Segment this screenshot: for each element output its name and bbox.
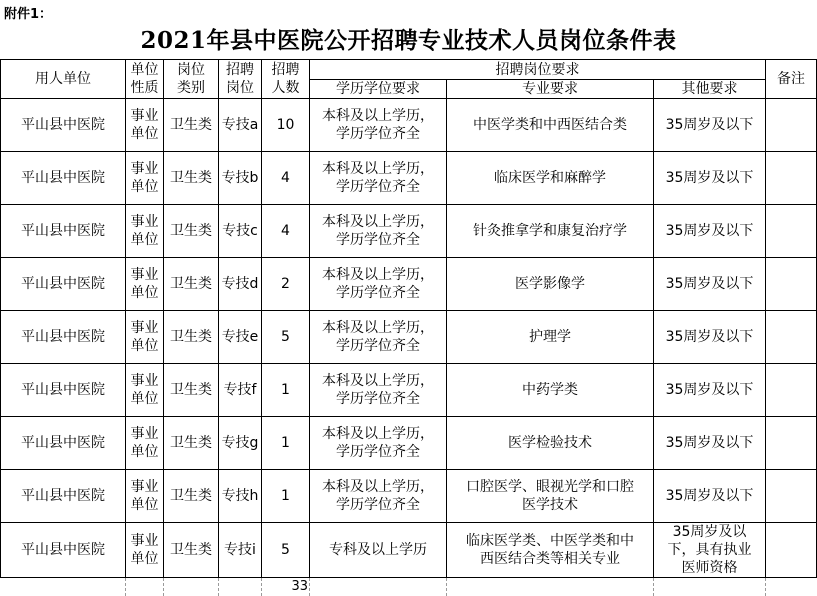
header-major: 专业要求	[447, 80, 654, 99]
cell-post: 专技f	[219, 364, 262, 417]
attachment-label: 附件1：	[4, 7, 53, 22]
cell-category: 卫生类	[164, 99, 219, 152]
header-category: 岗位 类别	[164, 60, 219, 99]
cell-unit: 平山县中医院	[1, 311, 126, 364]
cell-remark	[766, 99, 817, 152]
cell-education: 专科及以上学历	[310, 523, 447, 578]
cell-major: 医学影像学	[447, 258, 654, 311]
cell-major: 临床医学类、中医学类和中 西医结合类等相关专业	[447, 523, 654, 578]
cell-post: 专技h	[219, 470, 262, 523]
table-row	[1, 364, 817, 417]
cell-other: 35周岁及以下	[654, 364, 766, 417]
header-post: 招聘 岗位	[219, 60, 262, 99]
cell-remark	[766, 311, 817, 364]
table-row	[1, 470, 817, 523]
cell-education: 本科及以上学历， 学历学位齐全	[310, 205, 447, 258]
cell-unit: 平山县中医院	[1, 417, 126, 470]
cell-count: 10	[262, 99, 310, 152]
header-other: 其他要求	[654, 80, 766, 99]
table-row	[1, 205, 817, 258]
cell-remark	[766, 258, 817, 311]
cell-post: 专技i	[219, 523, 262, 578]
table-row	[1, 99, 817, 152]
cell-unit: 平山县中医院	[1, 152, 126, 205]
header-nature: 单位 性质	[126, 60, 164, 99]
cell-category: 卫生类	[164, 311, 219, 364]
cell-category: 卫生类	[164, 523, 219, 578]
position-table	[0, 59, 817, 578]
table-body	[1, 99, 817, 578]
cell-count: 4	[262, 205, 310, 258]
cell-other: 35周岁及以下	[654, 470, 766, 523]
cell-post: 专技a	[219, 99, 262, 152]
cell-education: 本科及以上学历， 学历学位齐全	[310, 258, 447, 311]
cell-post: 专技b	[219, 152, 262, 205]
cell-category: 卫生类	[164, 364, 219, 417]
cell-count: 5	[262, 311, 310, 364]
table-row	[1, 417, 817, 470]
cell-remark	[766, 523, 817, 578]
cell-count: 2	[262, 258, 310, 311]
cell-unit: 平山县中医院	[1, 470, 126, 523]
cell-remark	[766, 417, 817, 470]
cell-other: 35周岁及以下	[654, 152, 766, 205]
cell-other: 35周岁及以下	[654, 99, 766, 152]
header-education: 学历学位要求	[310, 80, 447, 99]
cell-remark	[766, 364, 817, 417]
cell-major: 护理学	[447, 311, 654, 364]
cell-major: 口腔医学、眼视光学和口腔 医学技术	[447, 470, 654, 523]
cell-other: 35周岁及以下	[654, 417, 766, 470]
cell-education: 本科及以上学历， 学历学位齐全	[310, 152, 447, 205]
cell-category: 卫生类	[164, 470, 219, 523]
header-row	[1, 60, 817, 80]
cell-nature: 事业 单位	[126, 417, 164, 470]
cell-remark	[766, 205, 817, 258]
cell-unit: 平山县中医院	[1, 99, 126, 152]
cell-count: 4	[262, 152, 310, 205]
table-row	[1, 523, 817, 578]
cell-category: 卫生类	[164, 205, 219, 258]
cell-other: 35周岁及以 下，具有执业 医师资格	[654, 523, 766, 578]
cell-category: 卫生类	[164, 152, 219, 205]
cell-unit: 平山县中医院	[1, 523, 126, 578]
cell-post: 专技e	[219, 311, 262, 364]
cell-post: 专技c	[219, 205, 262, 258]
cell-post: 专技d	[219, 258, 262, 311]
cell-other: 35周岁及以下	[654, 205, 766, 258]
cell-education: 本科及以上学历， 学历学位齐全	[310, 364, 447, 417]
cell-major: 中药学类	[447, 364, 654, 417]
cell-education: 本科及以上学历， 学历学位齐全	[310, 417, 447, 470]
cell-count: 1	[262, 470, 310, 523]
cell-nature: 事业 单位	[126, 99, 164, 152]
cell-other: 35周岁及以下	[654, 311, 766, 364]
cell-nature: 事业 单位	[126, 364, 164, 417]
cell-major: 医学检验技术	[447, 417, 654, 470]
page-title: 2021年县中医院公开招聘专业技术人员岗位条件表	[140, 27, 677, 54]
header-requirements: 招聘岗位要求	[310, 60, 766, 80]
cell-count: 1	[262, 364, 310, 417]
cell-unit: 平山县中医院	[1, 205, 126, 258]
cell-other: 35周岁及以下	[654, 258, 766, 311]
cell-education: 本科及以上学历， 学历学位齐全	[310, 311, 447, 364]
cell-category: 卫生类	[164, 417, 219, 470]
cell-major: 针灸推拿学和康复治疗学	[447, 205, 654, 258]
cell-nature: 事业 单位	[126, 205, 164, 258]
table-row	[1, 258, 817, 311]
cell-nature: 事业 单位	[126, 523, 164, 578]
total-count: 33	[291, 579, 308, 594]
cell-nature: 事业 单位	[126, 258, 164, 311]
cell-category: 卫生类	[164, 258, 219, 311]
table-row	[1, 311, 817, 364]
footer-gridlines	[0, 578, 817, 596]
cell-nature: 事业 单位	[126, 470, 164, 523]
cell-major: 中医学类和中西医结合类	[447, 99, 654, 152]
cell-education: 本科及以上学历， 学历学位齐全	[310, 470, 447, 523]
cell-post: 专技g	[219, 417, 262, 470]
cell-nature: 事业 单位	[126, 152, 164, 205]
cell-count: 5	[262, 523, 310, 578]
cell-unit: 平山县中医院	[1, 258, 126, 311]
cell-education: 本科及以上学历， 学历学位齐全	[310, 99, 447, 152]
cell-remark	[766, 152, 817, 205]
cell-unit: 平山县中医院	[1, 364, 126, 417]
table-row	[1, 152, 817, 205]
header-remark: 备注	[766, 60, 817, 99]
header-count: 招聘 人数	[262, 60, 310, 99]
cell-remark	[766, 470, 817, 523]
cell-major: 临床医学和麻醉学	[447, 152, 654, 205]
cell-count: 1	[262, 417, 310, 470]
cell-nature: 事业 单位	[126, 311, 164, 364]
header-unit: 用人单位	[1, 60, 126, 99]
